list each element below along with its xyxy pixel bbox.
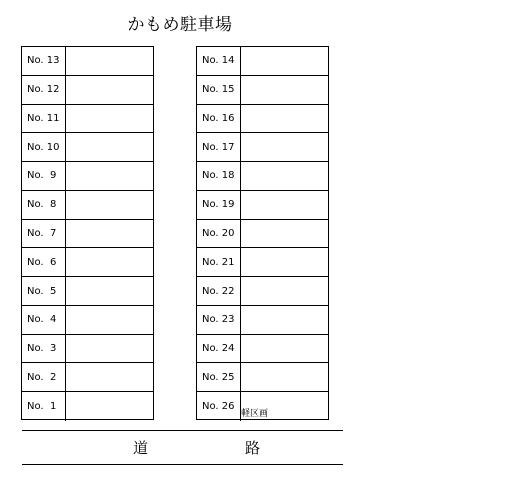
space-slot bbox=[241, 191, 328, 219]
space-number: No. 1 bbox=[22, 392, 66, 421]
parking-space-row[interactable] bbox=[22, 392, 153, 421]
space-number: No. 19 bbox=[197, 191, 241, 219]
parking-space-row[interactable] bbox=[22, 363, 153, 392]
parking-space-row[interactable] bbox=[197, 133, 328, 162]
parking-space-row[interactable] bbox=[197, 220, 328, 249]
space-number: No. 26 bbox=[197, 392, 241, 421]
space-number: No. 9 bbox=[22, 162, 66, 190]
space-number: No. 17 bbox=[197, 133, 241, 161]
space-number: No. 24 bbox=[197, 335, 241, 363]
space-slot bbox=[66, 76, 153, 104]
road-label-char-1: 道 bbox=[133, 439, 149, 457]
space-number: No. 25 bbox=[197, 363, 241, 391]
parking-space-row[interactable] bbox=[197, 76, 328, 105]
space-slot bbox=[66, 191, 153, 219]
parking-space-row[interactable] bbox=[22, 47, 153, 76]
parking-space-row[interactable] bbox=[197, 191, 328, 220]
space-number: No. 8 bbox=[22, 191, 66, 219]
space-number: No. 3 bbox=[22, 335, 66, 363]
space-slot bbox=[241, 162, 328, 190]
space-slot bbox=[241, 133, 328, 161]
space-slot bbox=[66, 105, 153, 133]
space-slot bbox=[241, 306, 328, 334]
parking-space-row[interactable] bbox=[22, 306, 153, 335]
kei-car-section-label: 軽区画 bbox=[241, 409, 269, 419]
parking-space-row[interactable] bbox=[197, 363, 328, 392]
space-slot bbox=[66, 306, 153, 334]
space-slot bbox=[241, 277, 328, 305]
space-slot bbox=[66, 277, 153, 305]
parking-space-row[interactable] bbox=[22, 277, 153, 306]
space-slot bbox=[66, 162, 153, 190]
parking-space-row[interactable] bbox=[197, 248, 328, 277]
parking-lot-title: かもめ駐車場 bbox=[127, 15, 233, 35]
space-number: No. 2 bbox=[22, 363, 66, 391]
space-number: No. 16 bbox=[197, 105, 241, 133]
parking-space-row[interactable] bbox=[22, 220, 153, 249]
space-number: No. 12 bbox=[22, 76, 66, 104]
parking-space-row[interactable] bbox=[22, 105, 153, 134]
road-label-char-2: 路 bbox=[245, 439, 261, 457]
space-slot bbox=[66, 248, 153, 276]
space-number: No. 15 bbox=[197, 76, 241, 104]
space-slot bbox=[66, 220, 153, 248]
space-slot bbox=[241, 47, 328, 75]
parking-space-row[interactable] bbox=[22, 162, 153, 191]
space-slot bbox=[66, 363, 153, 391]
parking-space-row[interactable] bbox=[22, 248, 153, 277]
space-number: No. 6 bbox=[22, 248, 66, 276]
space-slot bbox=[241, 105, 328, 133]
space-number: No. 13 bbox=[22, 47, 66, 75]
space-slot bbox=[66, 133, 153, 161]
parking-space-row[interactable] bbox=[197, 277, 328, 306]
road-bottom-line bbox=[22, 464, 343, 465]
space-number: No. 7 bbox=[22, 220, 66, 248]
space-number: No. 23 bbox=[197, 306, 241, 334]
right-parking-column bbox=[196, 46, 329, 420]
space-number: No. 11 bbox=[22, 105, 66, 133]
space-slot bbox=[241, 363, 328, 391]
parking-space-row[interactable] bbox=[197, 335, 328, 364]
space-number: No. 22 bbox=[197, 277, 241, 305]
space-number: No. 20 bbox=[197, 220, 241, 248]
space-slot bbox=[66, 335, 153, 363]
space-number: No. 10 bbox=[22, 133, 66, 161]
space-slot bbox=[241, 335, 328, 363]
space-slot bbox=[241, 220, 328, 248]
space-slot bbox=[66, 47, 153, 75]
space-number: No. 18 bbox=[197, 162, 241, 190]
parking-space-row[interactable] bbox=[22, 335, 153, 364]
space-slot bbox=[241, 76, 328, 104]
parking-space-row[interactable] bbox=[197, 47, 328, 76]
space-number: No. 14 bbox=[197, 47, 241, 75]
parking-space-row[interactable] bbox=[197, 105, 328, 134]
space-slot bbox=[66, 392, 153, 421]
parking-space-row[interactable] bbox=[22, 76, 153, 105]
left-parking-column bbox=[21, 46, 154, 420]
road-top-line bbox=[22, 430, 343, 431]
space-number: No. 4 bbox=[22, 306, 66, 334]
space-slot bbox=[241, 248, 328, 276]
space-number: No. 21 bbox=[197, 248, 241, 276]
space-number: No. 5 bbox=[22, 277, 66, 305]
parking-space-row[interactable] bbox=[197, 306, 328, 335]
parking-space-row[interactable] bbox=[197, 162, 328, 191]
parking-space-row[interactable] bbox=[22, 133, 153, 162]
parking-space-row[interactable] bbox=[22, 191, 153, 220]
